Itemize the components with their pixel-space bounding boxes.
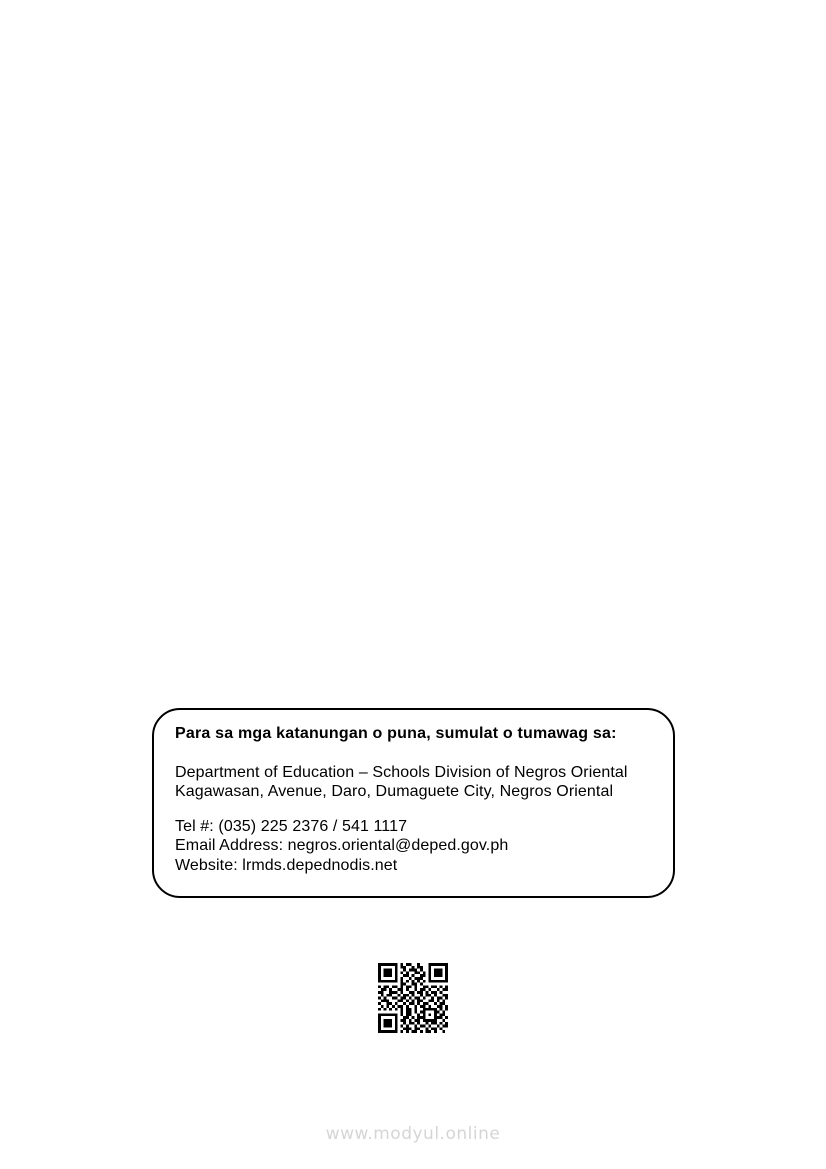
- footer-watermark: www.modyul.online: [325, 1124, 501, 1144]
- contact-block: [175, 817, 653, 876]
- address-line-2: Kagawasan, Avenue, Daro, Dumaguete City, Negros Oriental: [175, 783, 614, 800]
- address-block: [175, 763, 653, 802]
- qr-code-image: [378, 963, 448, 1033]
- telephone-line: Tel #: (035) 225 2376 / 541 1117: [175, 817, 408, 835]
- email-line: Email Address: negros.oriental@deped.gov.ph: [175, 837, 509, 854]
- address-line-1: Department of Education – Schools Division of Negros Oriental: [175, 763, 628, 781]
- contact-info-box: [152, 708, 675, 898]
- website-line: Website: lrmds.depednodis.net: [175, 856, 398, 874]
- contact-box-heading: Para sa mga katanungan o puna, sumulat o tumawag sa:: [175, 725, 617, 742]
- qr-code-container: [378, 963, 448, 1033]
